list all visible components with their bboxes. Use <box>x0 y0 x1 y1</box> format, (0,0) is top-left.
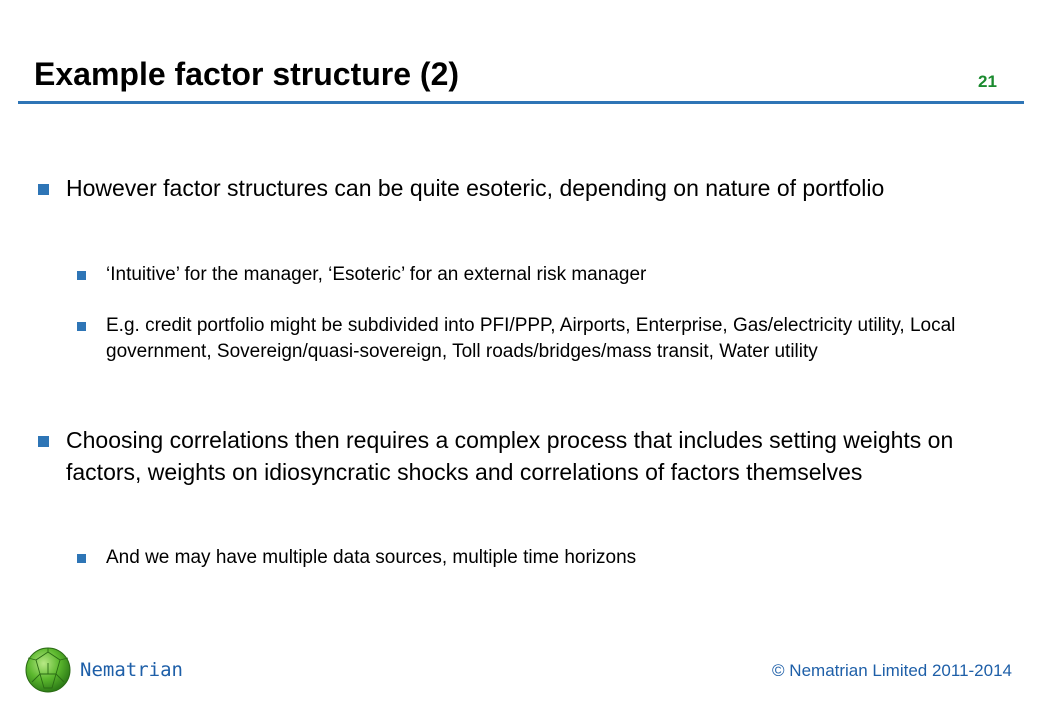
footer-brand: Nematrian <box>80 659 183 681</box>
sub-bullet-text: ‘Intuitive’ for the manager, ‘Esoteric’ for an external risk manager <box>106 264 647 285</box>
footer-copyright: © Nematrian Limited 2011-2014 <box>772 661 1012 680</box>
sub-bullet-text: And we may have multiple data sources, multiple time horizons <box>106 547 637 568</box>
slide-title: Example factor structure (2) <box>34 56 460 92</box>
bullet-text: Choosing correlations then requires a complex process that includes setting weights on factors, weights on idiosyncratic shocks and correlations of factors themselves <box>66 427 954 485</box>
sub-bullet-text: E.g. credit portfolio might be subdivided into PFI/PPP, Airports, Enterprise, Gas/electricity utility, Local government, Sovereign/quasi-sovereign, Toll roads/bridges/mass transit, Water utility <box>106 315 956 362</box>
sub-bullet-marker-icon <box>77 322 86 331</box>
bullet-text: However factor structures can be quite esoteric, depending on nature of portfolio <box>66 175 885 201</box>
bullet-marker-icon <box>38 436 49 447</box>
title-divider <box>18 101 1024 104</box>
bullet-marker-icon <box>38 184 49 195</box>
green-geodesic-sphere-icon <box>24 646 72 694</box>
sub-bullet-marker-icon <box>77 271 86 280</box>
sub-bullet-marker-icon <box>77 554 86 563</box>
page-number: 21 <box>978 72 997 91</box>
